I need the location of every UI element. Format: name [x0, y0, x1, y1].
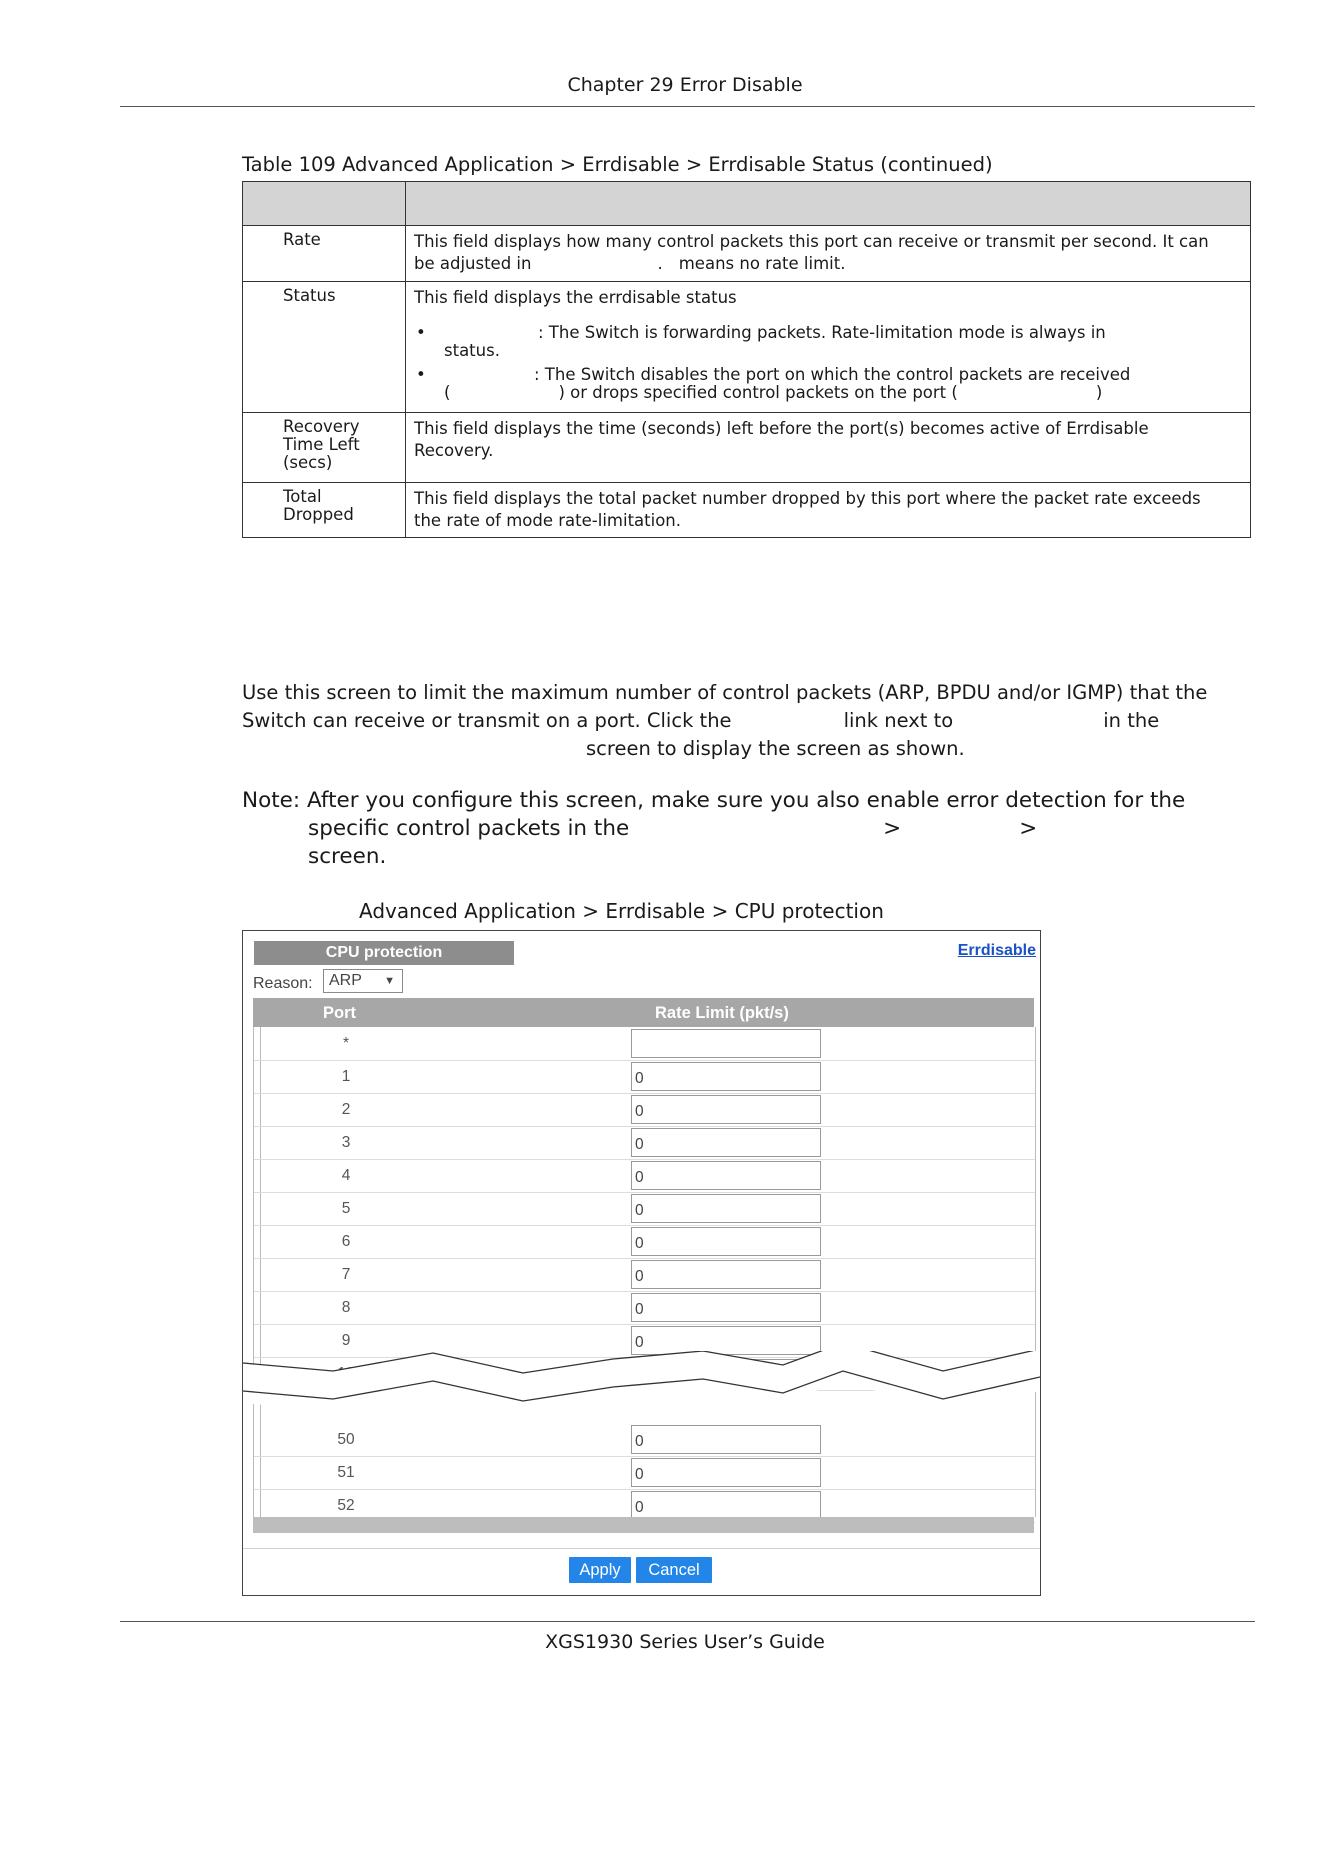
rate-limit-input[interactable]: [631, 1029, 821, 1058]
rate-limit-input[interactable]: [631, 1128, 821, 1157]
table-row: [254, 1192, 1035, 1226]
footer-title: XGS1930 Series User’s Guide: [545, 1631, 825, 1653]
port-number: 3: [341, 1134, 351, 1151]
rate-limit-input[interactable]: [631, 1425, 821, 1454]
row-description: This field displays the total packet number dropped by this port where the packet rate exceeds the rate of mode rate-limitation.: [406, 483, 1251, 538]
port-rate-table: [253, 1027, 1036, 1517]
dropdown-arrow-icon: ▼: [384, 975, 395, 987]
cancel-button[interactable]: Cancel: [636, 1557, 712, 1583]
row-description: This field displays the errdisable status • : The Switch is forwarding packets. Rate-limitation mode is always in status. • : The Switch disables the port on which the control packets are received ( ) or drops specified control packets on the port ( ): [406, 282, 1251, 413]
port-number: 7: [341, 1266, 351, 1283]
row-label: Rate: [243, 226, 406, 282]
table-row: [254, 1093, 1035, 1127]
rate-limit-input[interactable]: [631, 1458, 821, 1487]
intro-paragraph: Use this screen to limit the maximum number of control packets (ARP, BPDU and/or IGMP) that the Switch can receive or transmit on a port. Click the link next to in the screen to display the screen as shown.: [242, 681, 1208, 760]
rate-limit-input[interactable]: [631, 1095, 821, 1124]
rate-limit-input[interactable]: [631, 1260, 821, 1289]
port-number: 51: [337, 1464, 355, 1481]
rate-limit-input[interactable]: [631, 1194, 821, 1223]
table-footer-bar: [253, 1517, 1034, 1533]
apply-button[interactable]: Apply: [569, 1557, 631, 1583]
port-number: 2: [341, 1101, 351, 1118]
port-number: 52: [337, 1497, 355, 1514]
table-caption: Table 109 Advanced Application > Errdisable > Errdisable Status (continued): [242, 153, 993, 176]
cpu-protection-panel: [242, 930, 1041, 1596]
row-label: Recovery Time Left (secs): [243, 413, 406, 483]
rate-limit-input[interactable]: [631, 1161, 821, 1190]
table-row: [254, 1225, 1035, 1259]
break-line-icon: [243, 1351, 1040, 1421]
table-row: [254, 1423, 1035, 1457]
table-column-header: [253, 998, 1034, 1027]
description-table: [242, 181, 1251, 538]
rate-limit-input[interactable]: [631, 1293, 821, 1322]
port-number: 9: [341, 1332, 351, 1349]
table-row: [254, 1126, 1035, 1160]
port-number: 5: [341, 1200, 351, 1217]
header-rule: [120, 106, 1255, 107]
figure-caption: Advanced Application > Errdisable > CPU protection: [359, 899, 884, 923]
port-column-header: Port: [323, 1004, 356, 1022]
table-row-recovery: [243, 413, 1251, 483]
rate-limit-column-header: Rate Limit (pkt/s): [655, 1004, 789, 1022]
table-row: [254, 1258, 1035, 1292]
rate-limit-input[interactable]: [631, 1227, 821, 1256]
chapter-header: Chapter 29 Error Disable: [567, 74, 803, 96]
port-number: 6: [341, 1233, 351, 1250]
table-row: [254, 1456, 1035, 1490]
table-row: [254, 1159, 1035, 1193]
row-description: This field displays the time (seconds) left before the port(s) becomes active of Errdisable Recovery.: [406, 413, 1251, 483]
errdisable-link[interactable]: Errdisable: [957, 942, 1036, 959]
port-number: 4: [341, 1167, 351, 1184]
table-row: [254, 1060, 1035, 1094]
rate-limit-input[interactable]: [631, 1491, 821, 1520]
panel-title-tab: CPU protection: [254, 941, 514, 965]
table-row: [254, 1291, 1035, 1325]
table-row-total-dropped: [243, 483, 1251, 538]
row-label: Status: [243, 282, 406, 413]
note-paragraph: Note: After you configure this screen, make sure you also enable error detection for the specific control packets in the > > screen.: [242, 788, 1186, 869]
reason-select[interactable]: ARP ▼: [323, 969, 403, 993]
rate-limit-input[interactable]: [631, 1062, 821, 1091]
port-number: *: [342, 1035, 350, 1052]
table-row-status: [243, 282, 1251, 413]
port-number: 8: [341, 1299, 351, 1316]
row-label: Total Dropped: [243, 483, 406, 538]
table-header-row: [243, 182, 1251, 226]
footer-rule: [120, 1621, 1255, 1622]
port-number: 50: [337, 1431, 355, 1448]
table-row-rate: [243, 226, 1251, 282]
port-number: 1: [341, 1068, 351, 1085]
table-row: [254, 1027, 1035, 1061]
row-description: This field displays how many control packets this port can receive or transmit per second. It can be adjusted in . means no rate limit.: [406, 226, 1251, 282]
reason-label: Reason:: [253, 975, 313, 992]
